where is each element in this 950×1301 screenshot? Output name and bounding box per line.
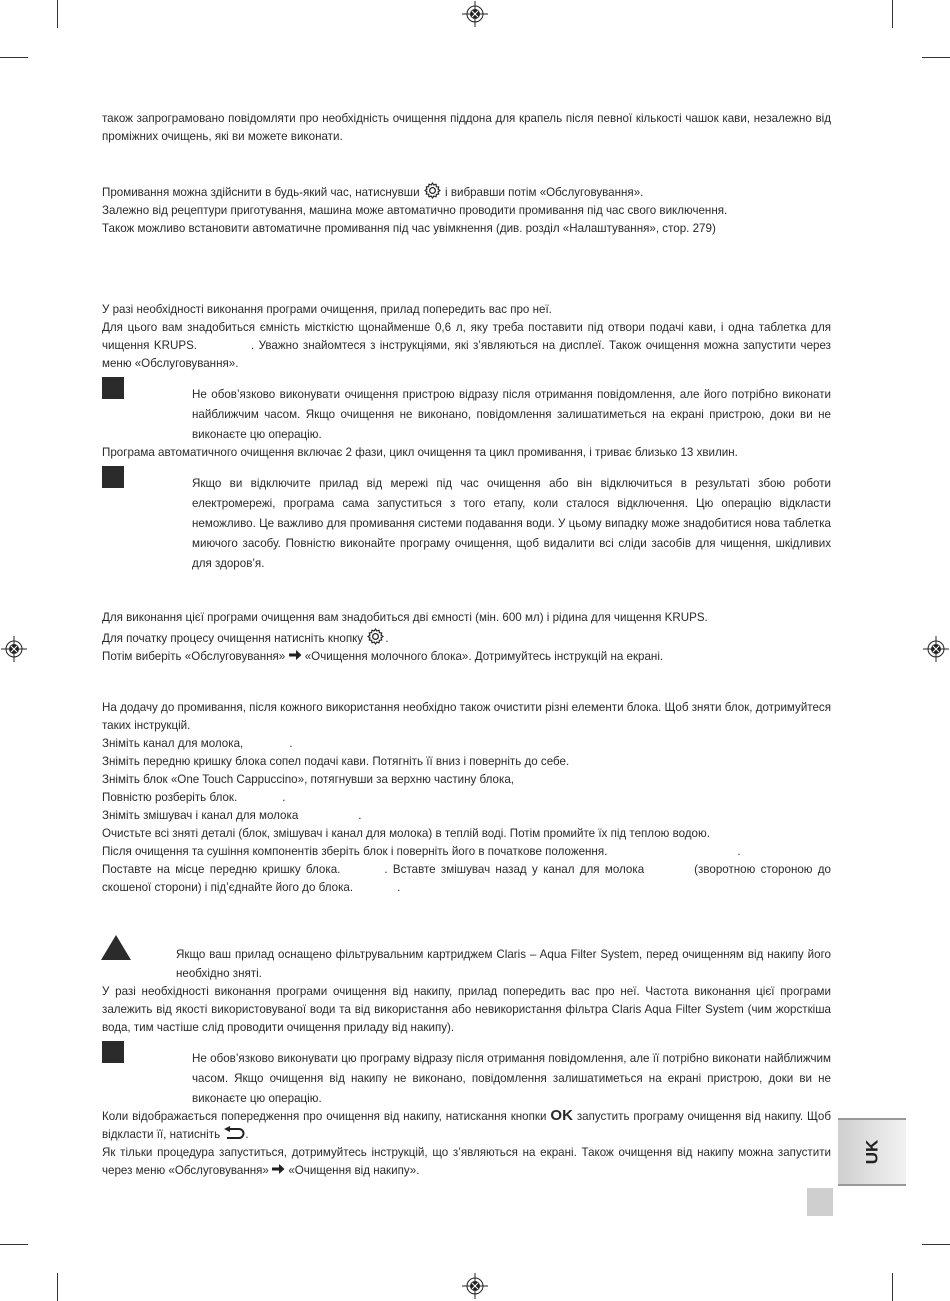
text-line [102,843,831,861]
warning-triangle-icon [101,935,131,960]
note-text: Не обов’язково виконувати очищення пристрою відразу після отримання повідомлення, але його потрібно виконати найближчим часом. Якщо очищення не виконано, повідомлення залишатиметься на екрані пристрою, доки ви не виконаєте цю операцію. [192,388,831,441]
text-block [102,1144,831,1180]
text-line [102,648,831,666]
text: . [385,632,389,645]
back-arrow-icon [223,1126,245,1140]
crop-mark [922,1244,950,1245]
text: Повністю розберіть блок. [102,791,238,804]
crop-mark [0,1244,28,1245]
descale-section [102,1107,831,1180]
text: «Очищення молочного блока». Дотримуйтесь інструкцій на екрані. [304,650,664,663]
note-text: Не обов’язково виконувати цю програму відразу після отримання повідомлення, але її потрібно виконати найближчим часом. Якщо очищення від накипу не виконано, повідомлення залишатиметься на екрані пристрою, доки ви не виконаєте цю операцію. [192,1052,831,1105]
crop-mark [57,1273,58,1301]
text: . Уважно знайомтеся з інструкціями, які з’являються на дисплеї. Також очищення можна запустити через меню «Обслуговування». [102,339,832,370]
crop-mark [892,0,893,28]
text: . [397,881,401,894]
text: . [358,809,362,822]
gear-icon [366,627,385,646]
ok-button-icon: OK [550,1107,573,1124]
paragraph: У разі необхідності виконання програми очищення від накипу, прилад попередить вас про неї. Частота виконання цієї програми залежить від якості використовуваної води та від використання або невикористання фільтра Claris Aqua Filter System (чим жорсткіша вода, тим частіше слід проводити очищення приладу від накипу). [102,985,831,1034]
text: Зніміть змішувач і канал для молока [102,809,299,822]
milk-cleaning-section [102,609,831,666]
text: Також можливо встановити автоматичне промивання під час увімкнення (див. розділ «Налаштування», стор. 279) [102,222,716,235]
note-square-icon [102,1041,124,1063]
gear-icon [423,181,442,200]
rinse-line-1 [102,181,831,202]
text: Промивання можна здійснити в будь-який час, натиснувши [102,186,420,199]
registration-mark-icon [1,636,27,662]
warning-text: Якщо ваш прилад оснащено фільтрувальним картриджем Claris – Aqua Filter System, перед очищенням від накипу його необхідно зняті. [176,948,831,980]
crop-mark [0,57,28,58]
language-tab [838,1118,906,1186]
text: Для виконання цієї програми очищення вам знадобиться дві ємності (мін. 600 мл) і рідина для чищення KRUPS. [102,611,708,624]
text: Як тільки процедура запуститься, дотримуйтесь інструкцій, що з’являються на екрані. Також очищення від накипу можна запустити через меню «Обслуговування» [102,1146,831,1177]
registration-mark-icon [923,636,949,662]
text: . [289,737,293,750]
text: запустить програму очищення від накипу. Щоб відкласти її, натисніть [102,1110,831,1141]
note-text: Якщо ви відключите прилад від мережі під час очищення або він відключиться в результаті збою роботи електромережі, програма сама запуститься з того етапу, коли сталося відключення. Цю операцію відкласти неможливо. Це важливо для промивання системи подавання води. У цьому випадку може знадобитися нова таблетка миючого засобу. Повністю виконайте програму очищення, щоб видалити всі сліди засобів для чищення, шкідливих для здоров’я. [192,477,831,570]
text: Після очищення та сушіння компонентів зберіть блок і поверніть його в початкове положення. [102,845,608,858]
text: . Вставте змішувач назад у канал для молока [384,863,645,876]
crop-mark [57,0,58,28]
rinse-section [102,181,831,238]
note-square-icon [102,466,124,488]
crop-mark [922,57,950,58]
text-line [102,789,831,807]
registration-mark-icon [462,1273,488,1299]
paragraph: також запрограмовано повідомляти про необхідність очищення піддона для крапель після певної кількості чашок кави, незалежно від проміжних очищень, які ви можете виконати. [102,112,831,143]
text-line [102,861,831,897]
text: Для початку процесу очищення натисніть кнопку [102,632,364,645]
text-line [102,627,831,648]
text: Зніміть канал для молока, [102,737,244,750]
arrow-right-icon [289,649,302,661]
text-block [102,319,831,373]
page-number-box [807,1188,833,1216]
text: У разі необхідності виконання програми очищення, прилад попередить вас про неї. [102,303,552,316]
registration-mark-icon [462,1,488,27]
text: На додачу до промивання, після кожного використання необхідно також очистити різні елементи блока. Щоб зняти блок, дотримуйтеся таких інструкцій. [102,701,831,732]
cleaning-section [102,301,831,373]
arrow-right-icon [272,1163,285,1175]
text: Для цього вам знадобиться ємність місткістю щонайменше 0,6 л, яку треба поставити під отвори подачі кави, і одна таблетка для чищення KRUPS. [102,321,831,352]
note-square-icon [102,377,124,399]
text: . [245,1128,249,1141]
text: Залежно від рецептури приготування, машина може автоматично проводити промивання під час свого виключення. [102,204,728,217]
text: Потім виберіть «Обслуговування» [102,650,286,663]
disassembly-section [102,699,831,897]
text-line [102,735,831,753]
language-tab-label: UK [862,1139,881,1165]
crop-mark [892,1273,893,1301]
text-line [102,807,831,825]
text: і вибравши потім «Обслуговування». [445,186,644,199]
text: . [737,845,741,858]
text: Коли відображається попередження про очищення від накипу, натискання кнопки [102,1110,547,1123]
text-block [102,1107,831,1144]
text: Зніміть блок «One Touch Cappuccino», потягнувши за верхню частину блока, [102,773,514,786]
text: Очистьте всі зняті деталі (блок, змішувач і канал для молока) в теплій воді. Потім промийте їх під теплою водою. [102,827,710,840]
text: (зворотною стороною до скошеної сторони) і під’єднайте його до блока. [102,863,832,894]
text: Поставте на місце передню кришку блока. [102,863,341,876]
paragraph: Програма автоматичного очищення включає 2 фази, цикл очищення та цикл промивання, і триває близько 13 хвилин. [102,446,738,459]
text: Зніміть передню кришку блока сопел подачі кави. Потягніть її вниз і поверніть до себе. [102,755,570,768]
text: «Очищення від накипу». [288,1164,420,1177]
text: . [282,791,286,804]
